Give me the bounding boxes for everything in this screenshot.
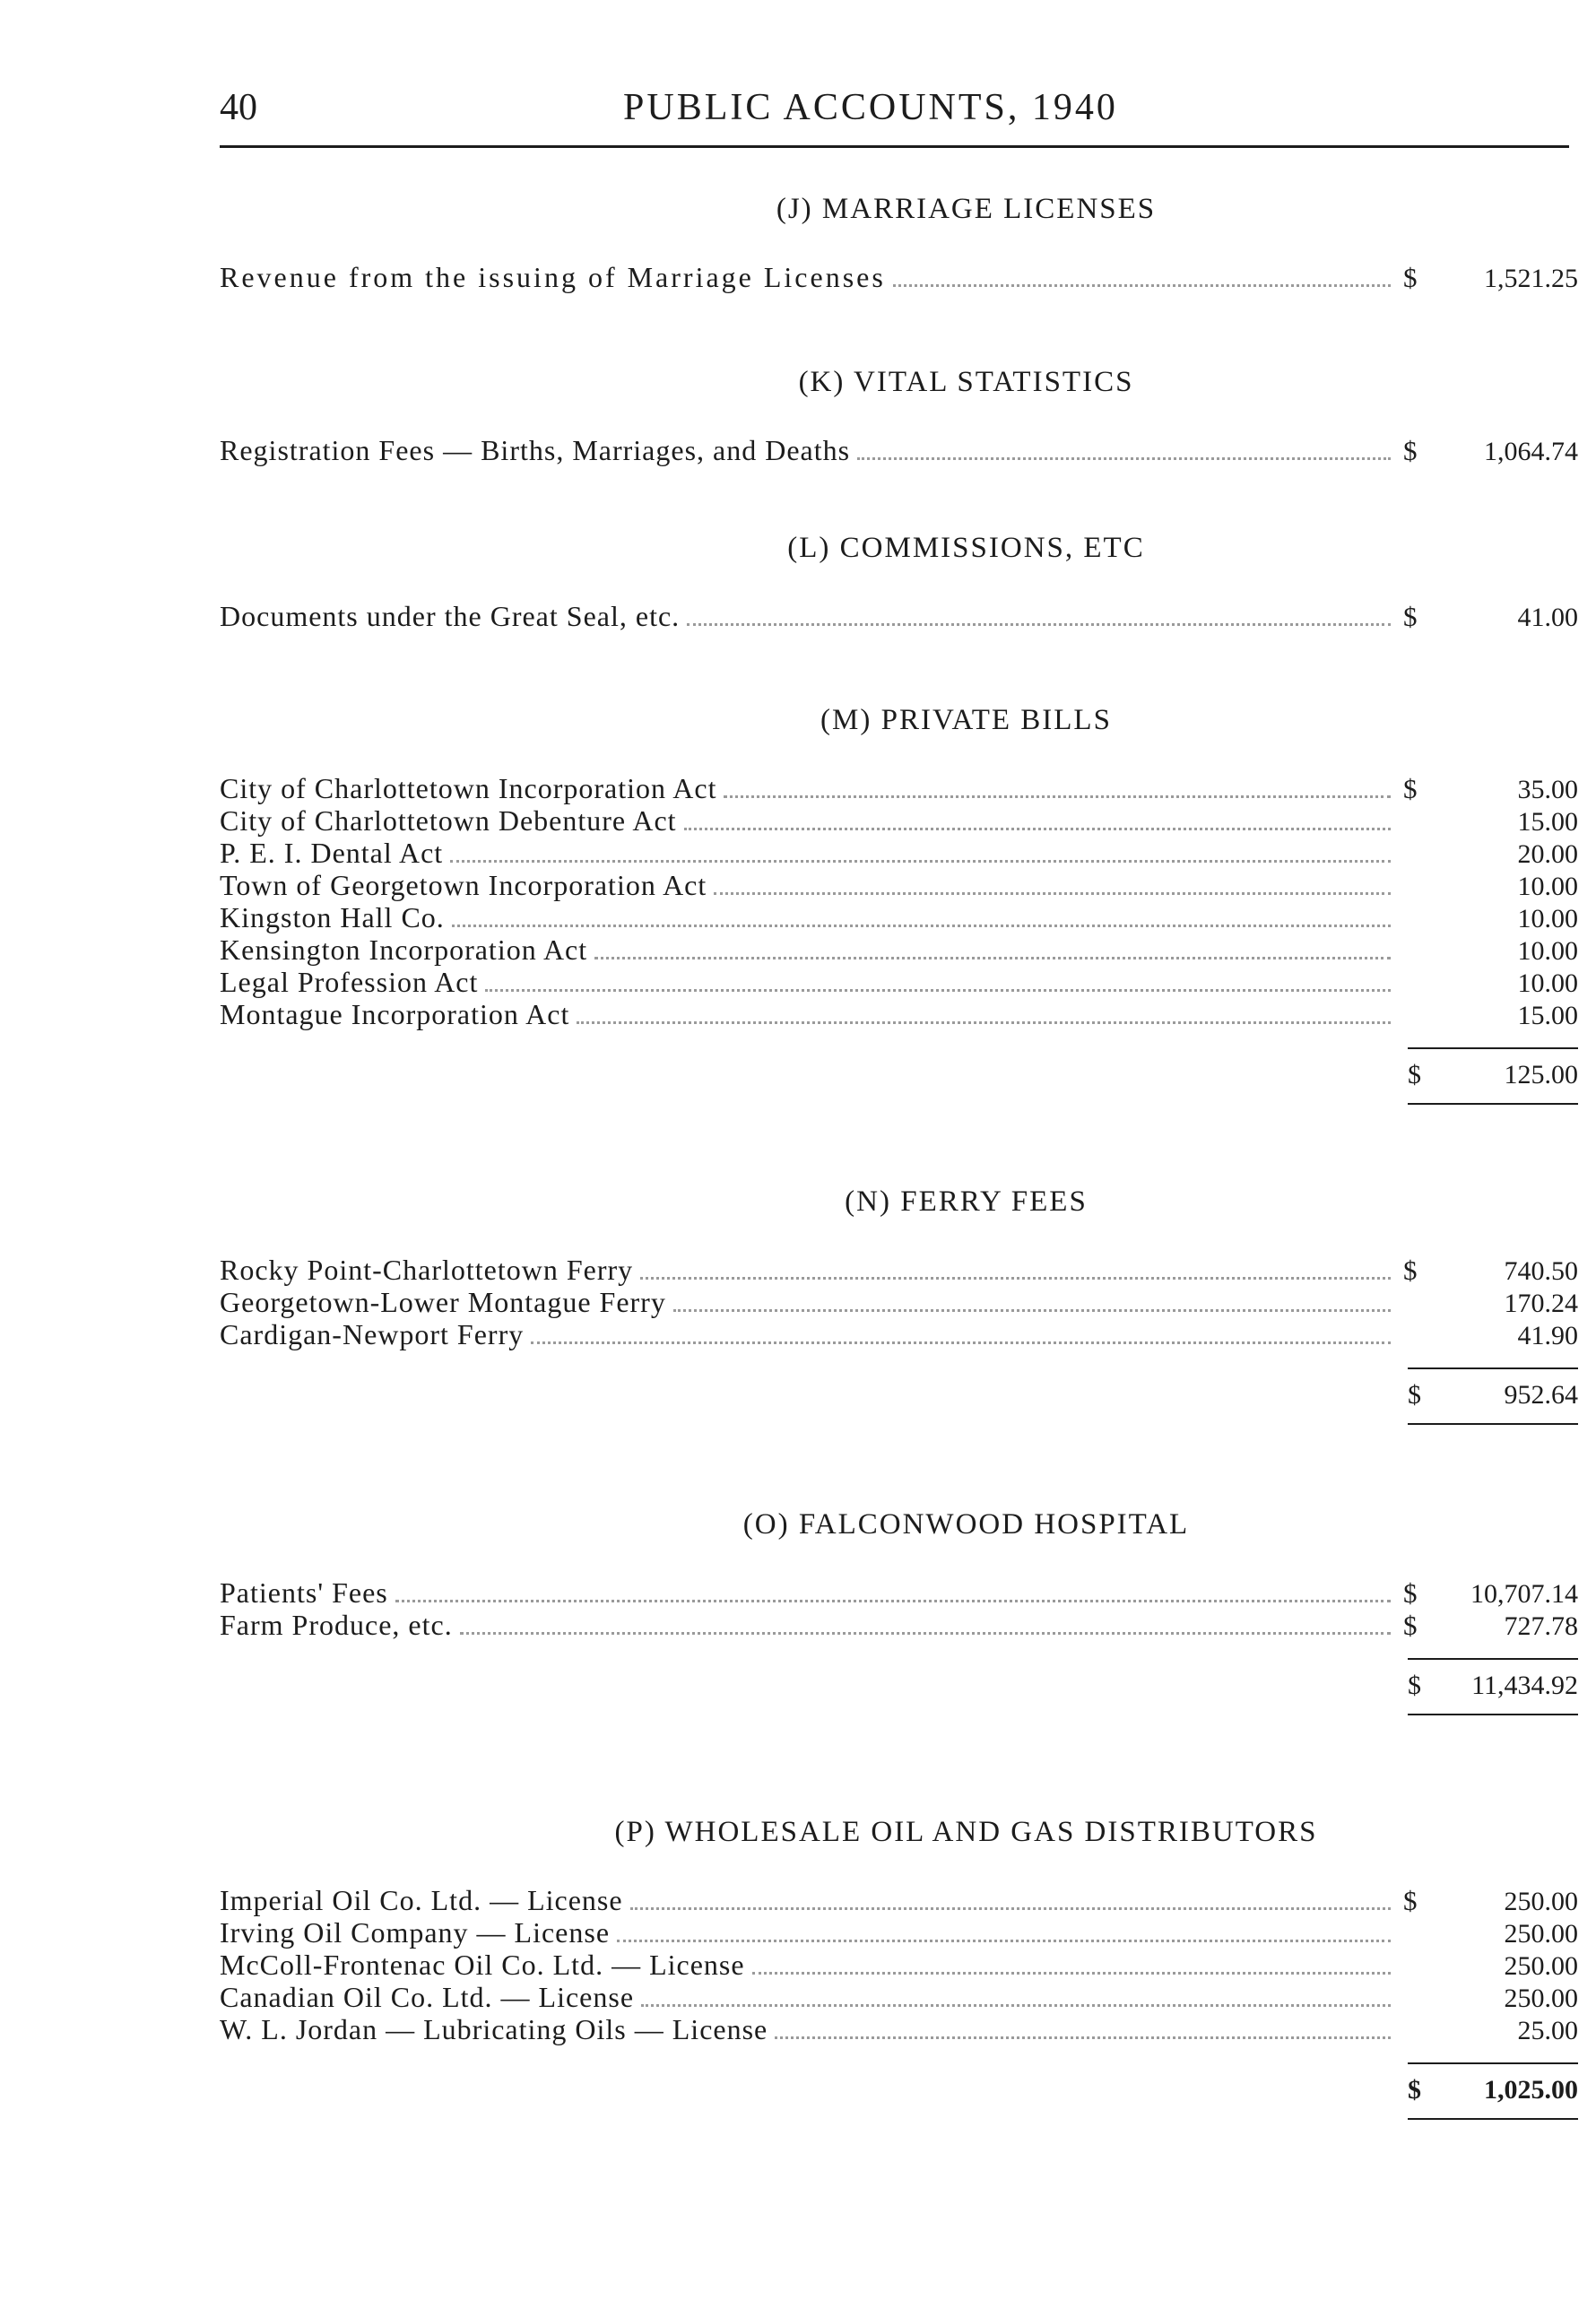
dot-leader	[485, 985, 1391, 992]
row-label: Irving Oil Company — License	[220, 1916, 611, 1949]
ledger-row	[220, 435, 1578, 467]
dollar-sign: $	[1403, 601, 1418, 632]
ledger-row	[220, 967, 1578, 999]
section-wholesale-oil-gas	[220, 1816, 1578, 2120]
dot-leader	[617, 1936, 1391, 1942]
page-number: 40	[220, 87, 257, 128]
row-label: Patients' Fees	[220, 1576, 388, 1609]
section-total	[1408, 1047, 1578, 1105]
dollar-sign: $	[1408, 1380, 1421, 1410]
ledger-row	[220, 773, 1578, 805]
row-amount: 41.00	[1517, 603, 1578, 632]
row-amount: 10.00	[1517, 872, 1578, 901]
section-vital-statistics	[220, 366, 1578, 467]
dot-leader	[673, 1306, 1391, 1312]
ledger-row	[220, 1254, 1578, 1287]
section-total	[1408, 1658, 1578, 1715]
running-title: PUBLIC ACCOUNTS, 1940	[623, 87, 1118, 128]
dollar-sign: $	[1403, 1254, 1418, 1286]
section-marriage-licenses	[220, 193, 1578, 294]
row-amount: 740.50	[1504, 1256, 1578, 1286]
ledger-row	[220, 1982, 1578, 2014]
total-underline	[1408, 2118, 1578, 2120]
dot-leader	[452, 921, 1391, 927]
row-amount: 170.24	[1504, 1289, 1578, 1318]
row-label: Kingston Hall Co.	[220, 901, 445, 933]
dot-leader	[594, 953, 1391, 959]
total-underline	[1408, 1423, 1578, 1425]
dot-leader	[641, 2001, 1391, 2007]
dot-leader	[724, 792, 1391, 798]
row-amount: 20.00	[1517, 839, 1578, 869]
dot-leader	[752, 1968, 1391, 1975]
dot-leader	[395, 1596, 1391, 1602]
row-label: Town of Georgetown Incorporation Act	[220, 869, 707, 901]
row-label: Imperial Oil Co. Ltd. — License	[220, 1884, 623, 1916]
header-rule	[220, 145, 1569, 148]
ledger-row	[220, 1287, 1578, 1319]
page-header	[220, 86, 1152, 129]
dot-leader	[531, 1338, 1391, 1344]
row-label: W. L. Jordan — Lubricating Oils — License	[220, 2013, 768, 2045]
ledger-row	[220, 1577, 1578, 1610]
row-amount: 1,521.25	[1484, 264, 1578, 293]
total-amount: 1,025.00	[1484, 2075, 1578, 2105]
total-amount: 11,434.92	[1471, 1671, 1578, 1700]
dot-leader	[857, 454, 1391, 460]
dot-leader	[893, 281, 1391, 287]
ledger-row	[220, 601, 1578, 633]
dollar-sign: $	[1403, 435, 1418, 466]
dot-leader	[630, 1904, 1391, 1910]
row-amount: 10.00	[1517, 936, 1578, 966]
dot-leader	[577, 1018, 1391, 1024]
dot-leader	[450, 856, 1391, 863]
row-label: McColl-Frontenac Oil Co. Ltd. — License	[220, 1949, 745, 1981]
ledger-row	[220, 805, 1578, 838]
dollar-sign: $	[1408, 1060, 1421, 1090]
row-amount: 10.00	[1517, 904, 1578, 933]
section-private-bills	[220, 704, 1578, 1105]
section-title: (J) MARRIAGE LICENSES	[776, 193, 1157, 225]
row-amount: 15.00	[1517, 1001, 1578, 1030]
dollar-sign: $	[1403, 262, 1418, 293]
ledger-row	[220, 2014, 1578, 2046]
row-label: Kensington Incorporation Act	[220, 933, 588, 966]
row-amount: 41.90	[1517, 1321, 1578, 1350]
row-label: City of Charlottetown Debenture Act	[220, 804, 677, 837]
row-label: Farm Produce, etc.	[220, 1609, 453, 1641]
row-amount: 250.00	[1504, 1887, 1578, 1916]
section-total	[1408, 1367, 1578, 1425]
dot-leader	[460, 1628, 1391, 1635]
row-label: Cardigan-Newport Ferry	[220, 1318, 525, 1350]
ledger-row	[220, 1885, 1578, 1917]
total-underline	[1408, 1714, 1578, 1715]
ledger-row	[220, 1917, 1578, 1949]
total-underline	[1408, 1103, 1578, 1105]
dot-leader	[640, 1273, 1391, 1280]
ledger-row	[220, 838, 1578, 870]
total-amount: 952.64	[1504, 1380, 1578, 1410]
row-label: Registration Fees — Births, Marriages, and Deaths	[220, 434, 851, 466]
dot-leader	[775, 2033, 1391, 2039]
section-title: (L) COMMISSIONS, ETC	[787, 532, 1145, 564]
row-label: Documents under the Great Seal, etc.	[220, 600, 681, 632]
row-label: Georgetown-Lower Montague Ferry	[220, 1286, 666, 1318]
section-title: (K) VITAL STATISTICS	[798, 366, 1134, 398]
row-label: Revenue from the issuing of Marriage Licenses	[220, 261, 886, 293]
row-amount: 1,064.74	[1484, 437, 1578, 466]
row-amount: 250.00	[1504, 1984, 1578, 2013]
ledger-row	[220, 1949, 1578, 1982]
section-falconwood-hospital	[220, 1508, 1578, 1715]
dollar-sign: $	[1408, 2075, 1421, 2105]
row-amount: 25.00	[1517, 2016, 1578, 2045]
section-total	[1408, 2062, 1578, 2120]
row-amount: 35.00	[1517, 775, 1578, 804]
row-label: Rocky Point-Charlottetown Ferry	[220, 1254, 634, 1286]
dollar-sign: $	[1403, 1610, 1418, 1641]
row-amount: 10,707.14	[1470, 1579, 1578, 1609]
row-label: Canadian Oil Co. Ltd. — License	[220, 1981, 635, 2013]
ledger-row	[220, 934, 1578, 967]
total-amount: 125.00	[1504, 1060, 1578, 1090]
section-title: (M) PRIVATE BILLS	[820, 704, 1112, 736]
section-ferry-fees	[220, 1185, 1578, 1425]
dot-leader	[684, 824, 1391, 830]
dollar-sign: $	[1408, 1671, 1421, 1700]
ledger-row	[220, 1610, 1578, 1642]
row-amount: 250.00	[1504, 1951, 1578, 1981]
ledger-row	[220, 262, 1578, 294]
row-label: Legal Profession Act	[220, 966, 479, 998]
row-amount: 10.00	[1517, 968, 1578, 998]
dot-leader	[687, 620, 1391, 626]
ledger-row	[220, 870, 1578, 902]
dollar-sign: $	[1403, 1577, 1418, 1609]
ledger-row	[220, 1319, 1578, 1351]
section-title: (P) WHOLESALE OIL AND GAS DISTRIBUTORS	[614, 1816, 1318, 1848]
row-amount: 727.78	[1504, 1611, 1578, 1641]
section-title: (O) FALCONWOOD HOSPITAL	[742, 1508, 1190, 1541]
row-label: City of Charlottetown Incorporation Act	[220, 772, 717, 804]
dot-leader	[714, 889, 1391, 895]
row-label: Montague Incorporation Act	[220, 998, 570, 1030]
ledger-row	[220, 902, 1578, 934]
row-amount: 15.00	[1517, 807, 1578, 837]
section-title: (N) FERRY FEES	[845, 1185, 1088, 1218]
row-label: P. E. I. Dental Act	[220, 837, 444, 869]
ledger-row	[220, 999, 1578, 1031]
section-commissions	[220, 532, 1578, 633]
row-amount: 250.00	[1504, 1919, 1578, 1949]
dollar-sign: $	[1403, 1885, 1418, 1916]
dollar-sign: $	[1403, 773, 1418, 804]
